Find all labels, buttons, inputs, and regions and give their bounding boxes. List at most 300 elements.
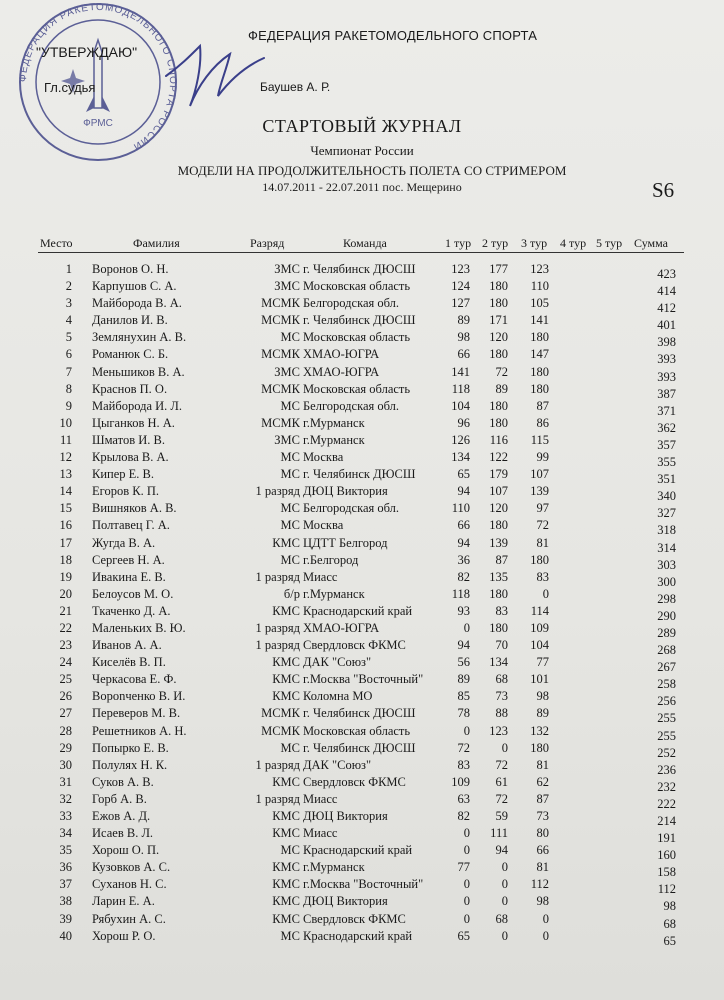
cell-rank: ЗМС [274,364,300,379]
cell-sum: 314 [657,540,676,555]
cell-place: 11 [59,432,72,447]
cell-t3: 73 [536,809,549,823]
col-place-header: Место [40,236,73,250]
cell-t1: 0 [463,877,470,892]
approve-label: "УТВЕРЖДАЮ" [36,44,138,60]
cell-team: Москва [303,518,344,533]
cell-sum: 412 [657,301,676,316]
cell-rank: КМС [272,672,300,687]
cell-sum: 290 [657,608,676,623]
cell-sum: 289 [657,625,676,640]
cell-team: г.Белгород [303,552,359,567]
cell-t2: 94 [495,843,508,858]
cell-t3: 97 [536,501,549,516]
cell-t3: 180 [530,552,549,567]
cell-rank: МС [280,843,300,858]
stamp-ring-text: ФЕДЕРАЦИЯ РАКЕТОМОДЕЛЬНОГО СПОРТА РОССИИ [17,1,179,153]
cell-t3: 105 [530,296,549,311]
cell-t3: 81 [536,757,549,772]
cell-t1: 123 [451,262,470,276]
cell-rank: КМС [272,911,300,926]
cell-name: Сергеев Н. А. [92,552,165,567]
cell-t2: 70 [495,638,508,653]
cell-t3: 98 [536,689,549,704]
cell-t2: 120 [489,330,508,345]
cell-place: 24 [59,655,72,670]
cell-t2: 180 [489,620,508,635]
cell-team: Московская область [303,723,411,738]
cell-place: 29 [59,740,72,755]
cell-sum: 267 [657,660,676,675]
cell-t1: 109 [451,774,470,789]
cell-rank: МС [280,518,300,533]
table-row [0,536,724,553]
cell-sum: 318 [657,523,676,538]
cell-t1: 82 [457,569,470,584]
cell-name: Карпушов С. А. [92,279,177,294]
event-dates-location: 14.07.2011 - 22.07.2011 пос. Мещерино [262,180,462,194]
cell-t1: 94 [457,535,470,550]
cell-rank: МС [280,450,300,465]
cell-sum: 222 [657,796,676,811]
cell-t1: 96 [457,415,470,430]
cell-name: Краснов П. О. [92,381,168,396]
cell-name: Майборода В. А. [92,296,182,311]
cell-place: 12 [59,450,72,465]
cell-team: г. Челябинск ДЮСШ [303,262,416,276]
table-row [0,689,724,709]
table-row [0,365,724,382]
cell-sum: 371 [657,403,676,418]
cell-name: Ворonченко В. И. [92,689,186,704]
cell-sum: 351 [657,472,676,487]
cell-place: 6 [65,347,72,362]
cell-rank: МС [280,552,300,567]
cell-rank: КМС [272,655,300,670]
table-row [0,792,724,809]
table-row [0,467,724,487]
cell-name: Хорош Р. О. [92,928,156,943]
cell-t1: 94 [457,484,470,499]
cell-place: 36 [59,860,72,875]
cell-t2: 87 [495,552,508,567]
cell-name: Кузовков А. С. [92,860,171,875]
cell-place: 21 [59,603,72,618]
cell-place: 17 [59,535,72,550]
cell-place: 18 [59,552,72,567]
cell-team: Москва [303,450,344,465]
header-divider [38,252,684,253]
cell-t3: 180 [530,364,549,379]
cell-t3: 115 [530,432,549,447]
cell-name: Иванов А. А. [92,638,162,653]
cell-t3: 104 [530,638,549,653]
cell-team: г. Челябинск ДЮСШ [303,740,416,755]
table-row [0,347,724,367]
cell-team: Миасс [303,791,338,806]
cell-name: Переверов М. В. [92,706,181,721]
cell-t3: 87 [536,791,549,806]
cell-t1: 63 [457,791,470,806]
cell-name: Крылова В. А. [92,450,169,465]
cell-team: ДАК "Союз" [303,655,372,670]
cell-name: Суханов Н. С. [92,877,167,892]
cell-team: Белгородская обл. [303,398,400,413]
cell-place: 22 [59,620,72,635]
cell-t1: 0 [463,911,470,926]
cell-t1: 134 [451,450,470,465]
cell-place: 10 [59,415,72,430]
cell-t1: 66 [457,347,470,362]
col-name-header: Фамилия [133,236,180,250]
table-row [0,570,724,587]
table-row [0,604,724,621]
table-row [0,399,724,416]
table-row [0,826,724,846]
cell-sum: 414 [657,284,676,299]
cell-name: Киселёв В. П. [92,655,166,670]
cell-t2: 180 [489,415,508,430]
cell-place: 40 [59,928,72,943]
cell-t3: 0 [542,928,549,943]
table-row [0,706,724,726]
cell-team: г. Челябинск ДЮСШ [303,467,416,482]
cell-rank: ЗМС [274,262,300,276]
col-sum-header: Сумма [634,236,668,250]
cell-rank: МС [280,330,300,345]
cell-t2: 0 [501,860,508,875]
cell-place: 27 [59,706,72,721]
cell-sum: 355 [657,455,676,470]
cell-name: Решетников А. Н. [92,723,187,738]
cell-t1: 110 [451,501,470,516]
cell-sum: 303 [657,557,676,572]
cell-t3: 132 [530,723,549,738]
cell-t1: 65 [457,928,470,943]
cell-rank: МСМК [261,723,300,738]
cell-rank: КМС [272,603,300,618]
cell-t2: 68 [495,911,508,926]
cell-rank: КМС [272,860,300,875]
cell-t3: 110 [530,279,549,294]
cell-t1: 89 [457,313,470,328]
table-row [0,433,724,450]
cell-team: Свердловск ФКМС [303,638,406,653]
cell-sum: 300 [657,574,676,589]
cell-t3: 112 [530,877,549,892]
cell-sum: 255 [657,711,676,726]
cell-t2: 180 [489,518,508,533]
cell-team: г.Москва "Восточный" [303,877,424,892]
cell-name: Майборода И. Л. [92,398,183,413]
cell-rank: 1 разряд [255,757,300,772]
cell-t1: 127 [451,296,470,311]
table-header [0,236,724,252]
cell-sum: 362 [657,420,676,435]
cell-team: ДЮЦ Виктория [303,484,388,499]
cell-sum: 258 [657,677,676,692]
table-row [0,501,724,521]
cell-rank: 1 разряд [255,620,300,635]
cell-rank: МС [280,928,300,943]
cell-rank: МСМК [261,706,300,721]
cell-sum: 327 [657,506,676,521]
table-row [0,929,724,946]
cell-t2: 0 [501,740,508,755]
cell-name: Суков А. В. [92,774,154,789]
cell-t1: 82 [457,809,470,823]
cell-place: 30 [59,757,72,772]
cell-team: Краснодарский край [303,603,413,618]
cell-t2: 72 [495,791,508,806]
cell-place: 20 [59,586,72,601]
cell-team: Краснодарский край [303,928,413,943]
cell-t2: 0 [501,928,508,943]
cell-place: 34 [59,826,72,841]
results-table [0,262,724,946]
cell-team: ДЮЦ Виктория [303,894,388,909]
cell-sum: 255 [657,728,676,743]
cell-name: Хорош О. П. [92,843,160,858]
table-row [0,741,724,758]
cell-t2: 171 [489,313,508,328]
cell-t3: 139 [530,484,549,499]
cell-t1: 56 [457,655,470,670]
table-row [0,450,724,470]
cell-place: 13 [59,467,72,482]
cell-rank: МСМК [261,296,300,311]
cell-sum: 268 [657,643,676,658]
cell-t3: 87 [536,398,549,413]
cell-name: Цыганков Н. А. [92,415,175,430]
cell-team: Белгородская обл. [303,296,400,311]
cell-t3: 180 [530,740,549,755]
cell-rank: 1 разряд [255,484,300,499]
cell-t3: 107 [530,467,549,482]
col-t5-header: 5 тур [596,236,623,250]
table-row [0,758,724,775]
cell-place: 23 [59,638,72,653]
cell-t1: 141 [451,364,470,379]
cell-rank: 1 разряд [255,569,300,584]
table-row [0,553,724,570]
cell-t2: 116 [489,432,508,447]
cell-t1: 65 [457,467,470,482]
cell-t1: 83 [457,757,470,772]
cell-t2: 88 [495,706,508,721]
col-t1-header: 1 тур [445,236,472,250]
cell-team: ДАК "Союз" [303,757,372,772]
cell-name: Шматов И. В. [92,432,165,447]
table-row [0,912,724,929]
cell-t2: 73 [495,689,508,704]
cell-t1: 89 [457,672,470,687]
cell-t2: 135 [489,569,508,584]
cell-team: г.Мурманск [303,860,365,875]
cell-place: 26 [59,689,72,704]
cell-t1: 0 [463,843,470,858]
cell-t3: 83 [536,569,549,584]
cell-t2: 72 [495,364,508,379]
championship-name: Чемпионат России [310,143,414,158]
cell-t2: 180 [489,398,508,413]
cell-rank: КМС [272,877,300,892]
cell-place: 4 [65,313,72,328]
cell-sum: 214 [657,814,676,828]
cell-rank: 1 разряд [255,638,300,653]
cell-team: Белгородская обл. [303,501,400,516]
col-team-header: Команда [343,236,387,250]
cell-t3: 0 [542,586,549,601]
table-row [0,518,724,538]
cell-rank: МСМК [261,381,300,396]
col-t3-header: 3 тур [521,236,548,250]
cell-place: 31 [59,774,72,789]
cell-team: г.Мурманск [303,586,365,601]
chief-judge-label: Гл.судья [44,80,96,95]
cell-place: 8 [65,381,72,396]
cell-t3: 0 [542,911,549,926]
cell-t1: 98 [457,330,470,345]
col-rank-header: Разряд [250,236,285,250]
table-row [0,587,724,604]
cell-place: 16 [59,518,72,533]
cell-place: 1 [65,262,72,276]
cell-place: 37 [59,877,72,892]
cell-t2: 89 [495,381,508,396]
cell-sum: 398 [657,335,676,350]
cell-sum: 236 [657,762,676,777]
cell-t3: 147 [530,347,549,362]
cell-t2: 111 [490,826,508,841]
table-row [0,313,724,333]
cell-place: 19 [59,569,72,584]
cell-t3: 77 [536,655,549,670]
cell-t2: 123 [489,723,508,738]
cell-sum: 232 [657,779,676,794]
cell-sum: 112 [657,882,676,897]
cell-t1: 0 [463,826,470,841]
cell-team: ХМАО-ЮГРА [303,364,380,379]
cell-t1: 72 [457,740,470,755]
cell-rank: КМС [272,894,300,909]
cell-place: 33 [59,809,72,823]
cell-t3: 141 [530,313,549,328]
cell-t1: 77 [457,860,470,875]
cell-name: Меньшиков В. А. [92,364,185,379]
cell-t3: 109 [530,620,549,635]
table-row [0,809,724,826]
cell-name: Кипер Е. В. [92,467,154,482]
document-title: СТАРТОВЫЙ ЖУРНАЛ [262,116,462,136]
cell-rank: 1 разряд [255,791,300,806]
cell-t1: 93 [457,603,470,618]
cell-team: ХМАО-ЮГРА [303,620,380,635]
cell-place: 3 [65,296,72,311]
cell-rank: КМС [272,826,300,841]
table-row [0,296,724,316]
cell-t2: 180 [489,347,508,362]
cell-sum: 191 [657,831,676,846]
table-row [0,262,724,279]
cell-t2: 177 [489,262,508,276]
cell-team: ДЮЦ Виктория [303,809,388,823]
cell-place: 15 [59,501,72,516]
table-row [0,877,724,897]
cell-sum: 393 [657,352,676,367]
col-t2-header: 2 тур [482,236,509,250]
cell-t3: 99 [536,450,549,465]
handwritten-signature [160,36,280,111]
cell-t3: 98 [536,894,549,909]
stamp-center-text: ФРМС [83,118,113,129]
cell-t1: 118 [451,381,470,396]
cell-name: Исаев В. Л. [92,826,154,841]
cell-team: Московская область [303,330,411,345]
cell-sum: 393 [657,369,676,384]
table-row [0,638,724,658]
cell-name: Попырко Е. В. [92,740,169,755]
cell-team: ХМАО-ЮГРА [303,347,380,362]
col-t4-header: 4 тур [560,236,587,250]
cell-place: 38 [59,894,72,909]
cell-t1: 118 [451,586,470,601]
cell-sum: 401 [657,318,676,333]
cell-rank: МС [280,467,300,482]
cell-t3: 62 [536,774,549,789]
cell-t3: 89 [536,706,549,721]
cell-name: Романюк С. Б. [92,347,169,362]
table-row [0,330,724,350]
table-row [0,621,724,638]
table-row [0,843,724,863]
cell-name: Полулях Н. К. [92,757,168,772]
cell-team: Краснодарский край [303,843,413,858]
cell-sum: 340 [657,489,676,504]
cell-rank: МС [280,740,300,755]
cell-t2: 134 [489,655,508,670]
cell-sum: 158 [657,865,676,880]
cell-t1: 124 [451,279,470,294]
cell-name: Вишняков А. В. [92,501,177,516]
table-row [0,416,724,433]
cell-team: Свердловск ФКМС [303,774,406,789]
cell-sum: 98 [663,899,676,914]
cell-t1: 66 [457,518,470,533]
cell-t1: 104 [451,398,470,413]
cell-t1: 0 [463,723,470,738]
cell-team: Миасс [303,826,338,841]
cell-team: г.Мурманск [303,415,365,430]
judge-name: Баушев А. Р. [260,80,331,94]
cell-t2: 180 [489,296,508,311]
cell-team: г.Мурманск [303,432,365,447]
cell-t2: 59 [495,809,508,823]
cell-place: 35 [59,843,72,858]
cell-t2: 61 [495,774,508,789]
cell-team: г.Москва "Восточный" [303,672,424,687]
cell-t2: 107 [489,484,508,499]
cell-place: 5 [65,330,72,345]
cell-place: 2 [65,279,72,294]
cell-rank: ЗМС [274,279,300,294]
cell-sum: 256 [657,694,676,709]
cell-t3: 114 [530,603,549,618]
cell-t1: 126 [451,432,470,447]
cell-name: Данилов И. В. [92,313,168,328]
cell-name: Горб А. В. [92,791,147,806]
cell-name: Егоров К. П. [92,484,159,499]
